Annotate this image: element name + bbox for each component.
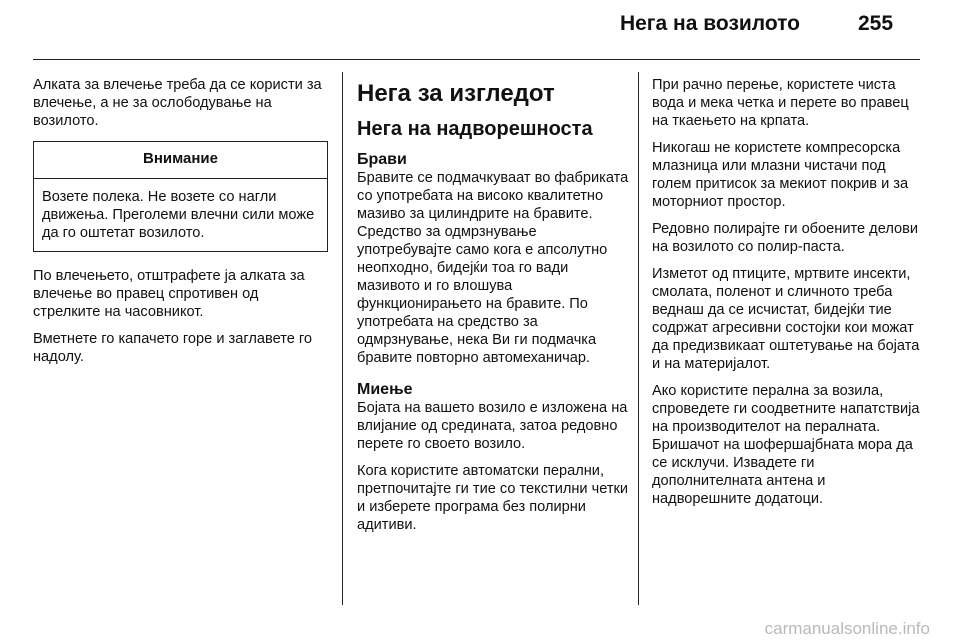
- car-wash-text: Ако користите перална за возила, спроведете ги соодветните напатствија на производителот на пералната. Бришачот на шофершајбната мора да се исклучи. Извадете ги дополнителната антена и надворешните додатоци.: [652, 383, 920, 507]
- subsection-heading: Нега на надворешноста: [357, 118, 593, 140]
- watermark: carmanualsonline.info: [764, 619, 930, 638]
- column-left: [33, 76, 328, 375]
- polish-text: Редовно полирајте ги обоените делови на возилото со полир-паста.: [652, 221, 919, 255]
- locks-text: Бравите се подмачкуваат во фабриката со употребата на високо квалитетно мазиво за цилиндрите на бравите. Средство за одмрзнување употребувајте само кога е апсолутно неопходно, бидејќи тоа го вади мазивото и го влошува функционирањето на бравите. По употребата на средство за одмрзнување, нека Ви ги подмачка бравите повторно автомеханичар.: [357, 170, 629, 366]
- section-heading: Нега за изгледот: [357, 80, 555, 107]
- washing-text-2: Кога користите автоматски перални, претпочитајте ги тие со текстилни четки и изберете програма без полирни адитиви.: [357, 463, 629, 533]
- column-right: [652, 76, 924, 517]
- locks-heading: Брави: [357, 151, 407, 168]
- hand-wash-text: При рачно перење, користете чиста вода и мека четка и перете во правец на ткаењето на крпата.: [652, 77, 909, 129]
- header-divider: [33, 59, 920, 60]
- page-number: 255: [858, 12, 894, 35]
- column-divider-left: [342, 72, 343, 605]
- page-header-title: Нега на возилото: [619, 12, 800, 35]
- caution-box: [33, 141, 328, 252]
- tow-eye-usage-text: Алката за влечење треба да се користи за влечење, а не за ослободување на возилото.: [33, 77, 322, 129]
- column-divider-right: [638, 72, 639, 605]
- cap-insert-text: Вметнете го капачето горе и заглавете го надолу.: [33, 331, 313, 365]
- no-high-pressure-text: Никогаш не користете компресорска млазница или млазни чистачи под голем притисок за мекиот покрив и за моторниот простор.: [652, 140, 909, 210]
- caution-title: Внимание: [34, 142, 327, 179]
- column-middle: [357, 80, 630, 543]
- washing-heading: Миење: [357, 381, 413, 398]
- washing-text-1: Бојата на вашето возило е изложена на влијание од средината, затоа редовно перете го своето возило.: [357, 400, 628, 452]
- caution-text: Возете полека. Не возете со нагли движења. Преголеми влечни сили може да го оштетат возилото.: [42, 189, 315, 241]
- contaminants-text: Изметот од птиците, мртвите инсекти, смолата, поленот и сличното треба веднаш да се исчистат, бидејќи тие содржат агресивни состојки кои можат да предизвикаат оштетување на бојата и на материјалот.: [652, 266, 920, 372]
- tow-eye-removal-text: По влечењето, отштрафете ја алката за влечење во правец спротивен од стрелките на часовникот.: [33, 268, 305, 320]
